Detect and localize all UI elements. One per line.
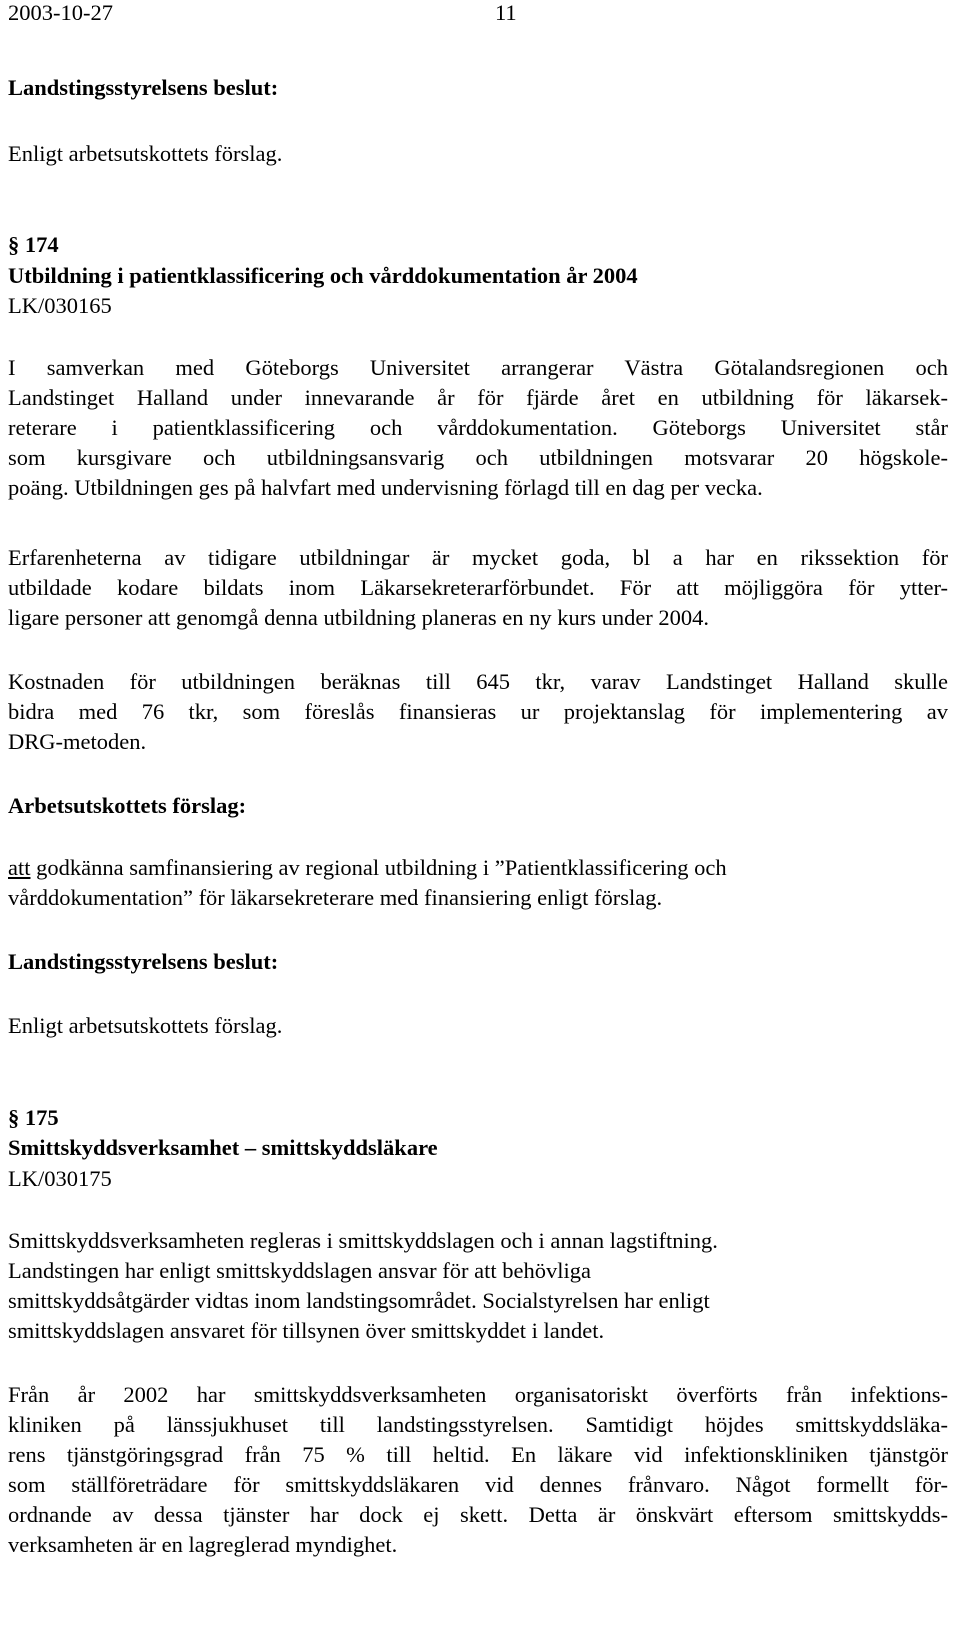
proposal-text — [8, 853, 948, 913]
decision-text: Enligt arbetsutskottets förslag. — [8, 1013, 283, 1038]
decision-heading: Landstingsstyrelsens beslut: — [8, 75, 279, 100]
paragraph-line: kliniken på länssjukhuset till landstingsstyrelsen. Samtidigt höjdes smittskyddsläka- — [8, 1412, 948, 1437]
proposal-heading: Arbetsutskottets förslag: — [8, 793, 247, 818]
paragraph-line: Från år 2002 har smittskyddsverksamheten organisatoriskt överförts från infektions- — [8, 1382, 948, 1407]
proposal-line: godkänna samfinansiering av regional utbildning i ”Patientklassificering och — [30, 855, 727, 880]
paragraph-line: smittskyddsåtgärder vidtas inom landstingsområdet. Socialstyrelsen har enligt — [8, 1288, 710, 1313]
decision-heading: Landstingsstyrelsens beslut: — [8, 949, 279, 974]
paragraph-line: smittskyddslagen ansvaret för tillsynen över smittskyddet i landet. — [8, 1318, 605, 1343]
paragraph-line: som kursgivare och utbildningsansvarig och utbildningen motsvarar 20 högskole- — [8, 445, 948, 470]
paragraph-line: utbildade kodare bildats inom Läkarsekreterarförbundet. För att möjliggöra för ytter- — [8, 575, 948, 600]
section-number: § 174 — [8, 232, 59, 257]
paragraph-line: DRG-metoden. — [8, 729, 147, 754]
page-number: 11 — [495, 0, 517, 25]
paragraph-line: Landstinget Halland under innevarande år för fjärde året en utbildning för läkarsek- — [8, 385, 948, 410]
att-keyword: att — [8, 855, 31, 880]
paragraph-line: I samverkan med Göteborgs Universitet arrangerar Västra Götalandsregionen och — [8, 355, 948, 380]
paragraph-line: Smittskyddsverksamheten regleras i smittskyddslagen och i annan lagstiftning. — [8, 1228, 718, 1253]
paragraph — [8, 543, 948, 633]
paragraph-line: Kostnaden för utbildningen beräknas till 645 tkr, varav Landstinget Halland skulle — [8, 669, 948, 694]
section-number: § 175 — [8, 1105, 59, 1130]
paragraph-line: ordnande av dessa tjänster har dock ej skett. Detta är önskvärt eftersom smittskydds- — [8, 1502, 948, 1527]
paragraph-line: poäng. Utbildningen ges på halvfart med undervisning förlagd till en dag per vecka. — [8, 475, 763, 500]
paragraph-line: rens tjänstgöringsgrad från 75 % till heltid. En läkare vid infektionskliniken tjänstgör — [8, 1442, 948, 1467]
section-title: Smittskyddsverksamhet – smittskyddsläkare — [8, 1135, 438, 1160]
document-date: 2003-10-27 — [8, 0, 113, 25]
paragraph — [8, 667, 948, 757]
paragraph-line: bidra med 76 tkr, som föreslås finansieras ur projektanslag för implementering av — [8, 699, 948, 724]
proposal-line: vårddokumentation” för läkarsekreterare med finansiering enligt förslag. — [8, 885, 663, 910]
case-reference: LK/030165 — [8, 293, 112, 318]
paragraph-line: verksamheten är en lagreglerad myndighet. — [8, 1532, 398, 1557]
paragraph-line: Landstingen har enligt smittskyddslagen ansvar för att behövliga — [8, 1258, 591, 1283]
paragraph-line: Erfarenheterna av tidigare utbildningar är mycket goda, bl a har en rikssektion för — [8, 545, 948, 570]
paragraph — [8, 1380, 948, 1560]
section-title: Utbildning i patientklassificering och vårddokumentation år 2004 — [8, 263, 638, 288]
paragraph-line: reterare i patientklassificering och vårddokumentation. Göteborgs Universitet står — [8, 415, 948, 440]
paragraph — [8, 1226, 948, 1346]
paragraph — [8, 353, 948, 503]
case-reference: LK/030175 — [8, 1166, 112, 1191]
paragraph-line: som ställföreträdare för smittskyddsläkaren vid dennes frånvaro. Något formellt för- — [8, 1472, 948, 1497]
decision-text: Enligt arbetsutskottets förslag. — [8, 141, 283, 166]
paragraph-line: ligare personer att genomgå denna utbildning planeras en ny kurs under 2004. — [8, 605, 710, 630]
